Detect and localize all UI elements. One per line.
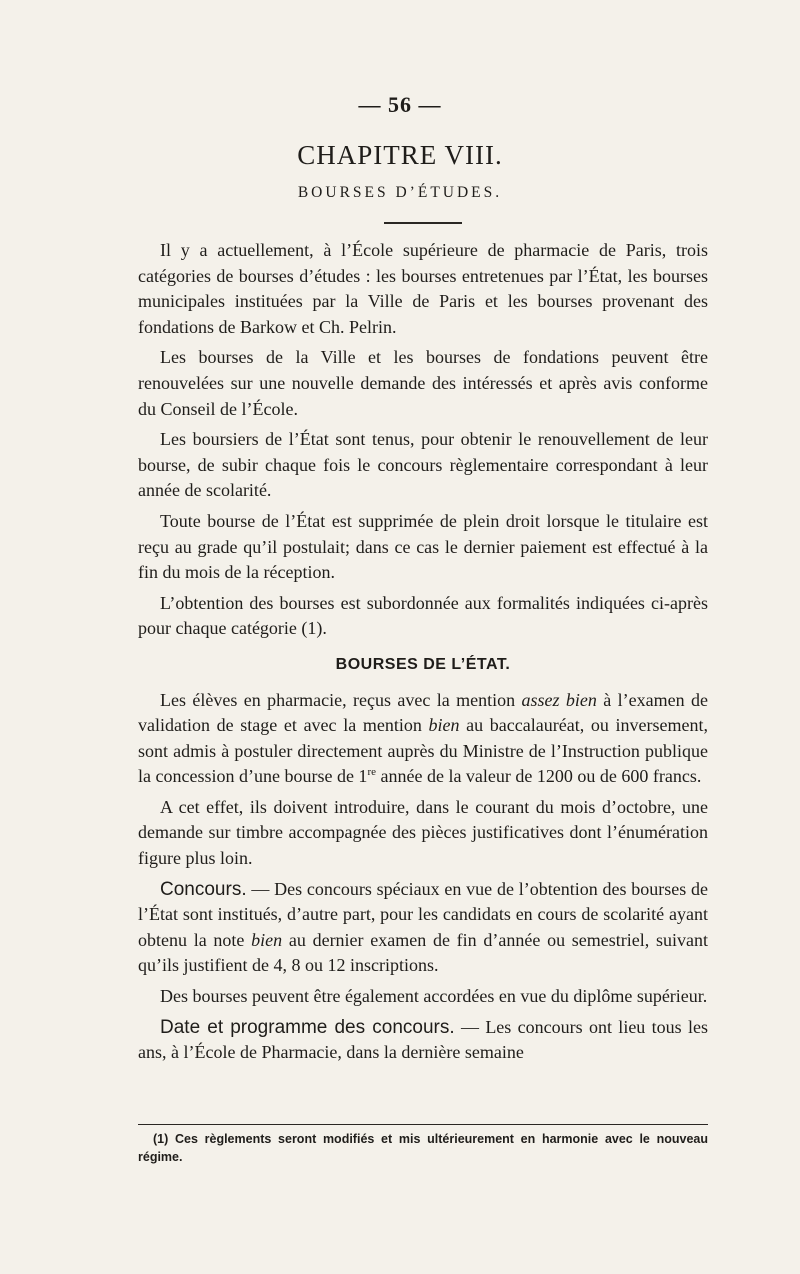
- section-heading: BOURSES DE L’ÉTAT.: [335, 655, 511, 673]
- paragraph: [138, 688, 708, 790]
- paragraph: Les boursiers de l’État sont tenus, pour obtenir le renouvellement de leur bourse, de subir chaque fois le concours règlementaire correspondant à leur année de scolarité.: [138, 429, 708, 501]
- title-rule: [384, 222, 462, 224]
- paragraph: Des bourses peuvent être également accordées en vue du diplôme supérieur.: [160, 986, 708, 1007]
- text-run: au dernier examen de fin d’année ou semestriel, suivant qu’ils justifient de 4, 8 ou 12 inscriptions.: [138, 929, 708, 976]
- paragraph: [138, 1015, 708, 1066]
- superscript: re: [367, 766, 376, 779]
- run-in-heading: Date et programme des concours.: [160, 1016, 455, 1038]
- body-text: [138, 238, 708, 1071]
- paragraph: Il y a actuellement, à l’École supérieure de pharmacie de Paris, trois catégories de bourses d’études : les bourses entretenues par l’État, les bourses municipales instituées par la Ville de Paris et les bourses provenant des fondations de Barkow et Ch. Pelrin.: [138, 240, 708, 337]
- text-run: — Les concours ont lieu tous les ans, à l’École de Pharmacie, dans la dernière semaine: [138, 1016, 708, 1063]
- run-in-heading: Concours.: [160, 878, 247, 900]
- footnote-rule: [138, 1124, 708, 1125]
- chapter-title: CHAPITRE VIII.: [297, 140, 503, 170]
- paragraph: A cet effet, ils doivent introduire, dans le courant du mois d’octobre, une demande sur timbre accompagnée des pièces justificatives dont l’énumération figure plus loin.: [138, 796, 708, 869]
- emphasis: bien: [428, 715, 460, 736]
- text-run: année de la valeur de 1200 ou de 600 francs.: [375, 766, 702, 787]
- paragraph: [138, 877, 708, 979]
- footnote: (1) Ces règlements seront modifiés et mis ultérieurement en harmonie avec le nouveau régime.: [138, 1132, 708, 1164]
- paragraph: Toute bourse de l’État est supprimée de plein droit lorsque le titulaire est reçu au grade qu’il postulait; dans ce cas le dernier paiement est effectué à la fin du mois de la réception.: [138, 510, 708, 583]
- paragraph: L’obtention des bourses est subordonnée aux formalités indiquées ci-après pour chaque catégorie (1).: [138, 592, 708, 639]
- chapter-subtitle: BOURSES D’ÉTUDES.: [297, 184, 503, 201]
- text-run: — Des concours spéciaux en vue de l’obtention des bourses de l’État sont institués, d’autre part, pour les candidats en cours de scolarité ayant obtenu la note: [138, 878, 708, 950]
- page-number: — 56 —: [358, 92, 442, 117]
- paragraph: Les bourses de la Ville et les bourses de fondations peuvent être renouvelées sur une nouvelle demande des intéressés et après avis conforme du Conseil de l’École.: [138, 347, 708, 419]
- text-run: Les élèves en pharmacie, reçus avec la mention: [160, 689, 522, 710]
- text-run: à l’examen de validation de stage et avec la mention: [138, 689, 708, 736]
- emphasis: assez bien: [521, 689, 597, 710]
- emphasis: bien: [251, 929, 283, 950]
- text-run: au baccalauréat, ou inversement, sont admis à postuler directement auprès du Ministre de l’Instruction publique la concession d’une bourse de 1: [138, 715, 708, 787]
